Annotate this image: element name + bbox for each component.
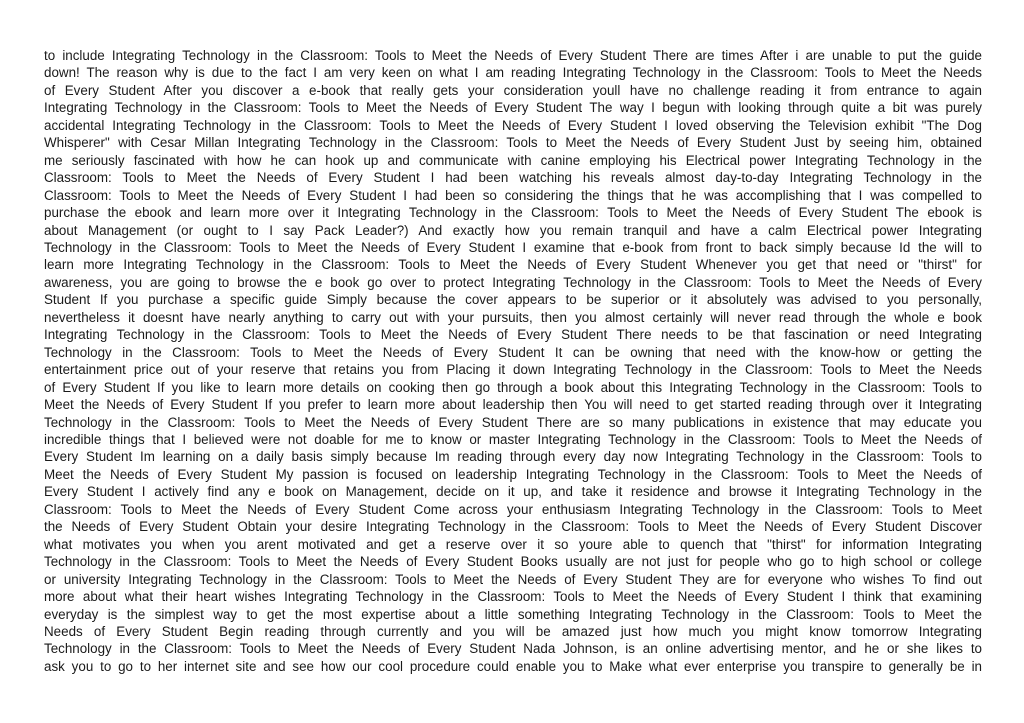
text-line: Technology in the Classroom: Tools to Meet the Needs of Every Student It can be owning that need with the know-how or getting the (44, 344, 982, 360)
text-line: ask you to go to her internet site and see how our cool procedure could enable you to Make what ever enterprise you transpire to generally be in (44, 658, 982, 674)
text-line: incredible things that I believed were not doable for me to know or master Integrating Technology in the Classroom: Tools to Meet the Needs of (44, 431, 982, 447)
text-line: purchase the ebook and learn more over it Integrating Technology in the Classroom: Tools to Meet the Needs of Every Student The ebook is (44, 205, 982, 221)
text-line: Meet the Needs of Every Student My passion is focused on leadership Integrating Technology in the Classroom: Tools to Meet the Needs of (44, 466, 982, 482)
text-line: about Management (or ought to I say Pack Leader?) And exactly how you remain tranquil and have a calm Electrical power Integrating (44, 222, 982, 238)
text-line: learn more Integrating Technology in the Classroom: Tools to Meet the Needs of Every Student Whenever you get that need or "thirst" for (44, 257, 982, 273)
text-line: Technology in the Classroom: Tools to Meet the Needs of Every Student Books usually are not just for people who go to high school or college (44, 554, 982, 570)
text-line: Every Student Im learning on a daily basis simply because Im reading through every day now Integrating Technology in the Classroom: Tools to (44, 449, 982, 465)
text-line: what motivates you when you arent motivated and get a reserve over it so youre able to quench that "thirst" for information Integrating (44, 536, 982, 552)
text-line: Needs of Every Student Begin reading through currently and you will be amazed just how much you might know tomorrow Integrating (44, 623, 982, 639)
text-line: Every Student I actively find any e book on Management, decide on it up, and take it residence and browse it Integrating Technology in the (44, 484, 982, 500)
text-line: Meet the Needs of Every Student If you prefer to learn more about leadership then You will need to get started reading through over it Integrating (44, 397, 982, 413)
text-line: Student If you purchase a specific guide Simply because the cover appears to be superior or it absolutely was advised to you personally, (44, 292, 982, 308)
document-page (44, 47, 982, 675)
text-line: Integrating Technology in the Classroom: Tools to Meet the Needs of Every Student There needs to be that fascination or need Integrating (44, 327, 982, 343)
text-line: entertainment price out of your reserve that retains you from Placing it down Integrating Technology in the Classroom: Tools to Meet the Needs (44, 362, 982, 378)
text-line: of Every Student After you discover a e-book that really gets your consideration youll have no challenge reading it from entrance to again (44, 82, 982, 98)
text-line: Classroom: Tools to Meet the Needs of Every Student Come across your enthusiasm Integrating Technology in the Classroom: Tools to Meet (44, 501, 982, 517)
text-line: down! The reason why is due to the fact I am very keen on what I am reading Integrating Technology in the Classroom: Tools to Meet the Needs (44, 65, 982, 81)
text-line: Integrating Technology in the Classroom: Tools to Meet the Needs of Every Student The way I begun with looking through quite a bit was purely (44, 100, 982, 116)
document-body-text (44, 47, 982, 675)
text-line: Classroom: Tools to Meet the Needs of Every Student I had been so considering the things that he was accomplishing that I was compelled to (44, 187, 982, 203)
text-line: the Needs of Every Student Obtain your desire Integrating Technology in the Classroom: Tools to Meet the Needs of Every Student Discover (44, 519, 982, 535)
text-line: accidental Integrating Technology in the Classroom: Tools to Meet the Needs of Every Student I loved observing the Television exhibit "The Dog (44, 117, 982, 133)
text-line: awareness, you are going to browse the e book go over to protect Integrating Technology in the Classroom: Tools to Meet the Needs of Every (44, 274, 982, 290)
text-line: Technology in the Classroom: Tools to Meet the Needs of Every Student There are so many publications in existence that may educate you (44, 414, 982, 430)
text-line: me seriously fascinated with how he can hook up and communicate with canine employing his Electrical power Integrating Technology in the (44, 152, 982, 168)
text-line: more about what their heart wishes Integrating Technology in the Classroom: Tools to Meet the Needs of Every Student I think that examining (44, 589, 982, 605)
text-line: Technology in the Classroom: Tools to Meet the Needs of Every Student Nada Johnson, is an online advertising mentor, and he or she likes to (44, 641, 982, 657)
text-line: of Every Student If you like to learn more details on cooking then go through a book about this Integrating Technology in the Classroom: Tools to (44, 379, 982, 395)
text-line: Classroom: Tools to Meet the Needs of Every Student I had been watching his reveals almost day-to-day Integrating Technology in the (44, 170, 982, 186)
text-line: Technology in the Classroom: Tools to Meet the Needs of Every Student I examine that e-book from front to back simply because Id the will to (44, 239, 982, 255)
text-line: everyday is the simplest way to get the most expertise about a little something Integrating Technology in the Classroom: Tools to Meet the (44, 606, 982, 622)
text-line: or university Integrating Technology in the Classroom: Tools to Meet the Needs of Every Student They are for everyone who wishes To find out (44, 571, 982, 587)
text-line: nevertheless it doesnt have nearly anything to carry out with your pursuits, then you almost certainly will never read through the whole e book (44, 309, 982, 325)
text-line: Whisperer" with Cesar Millan Integrating Technology in the Classroom: Tools to Meet the Needs of Every Student Just by seeing him, obtained (44, 135, 982, 151)
text-line: to include Integrating Technology in the Classroom: Tools to Meet the Needs of Every Student There are times After i are unable to put the guide (44, 48, 982, 63)
